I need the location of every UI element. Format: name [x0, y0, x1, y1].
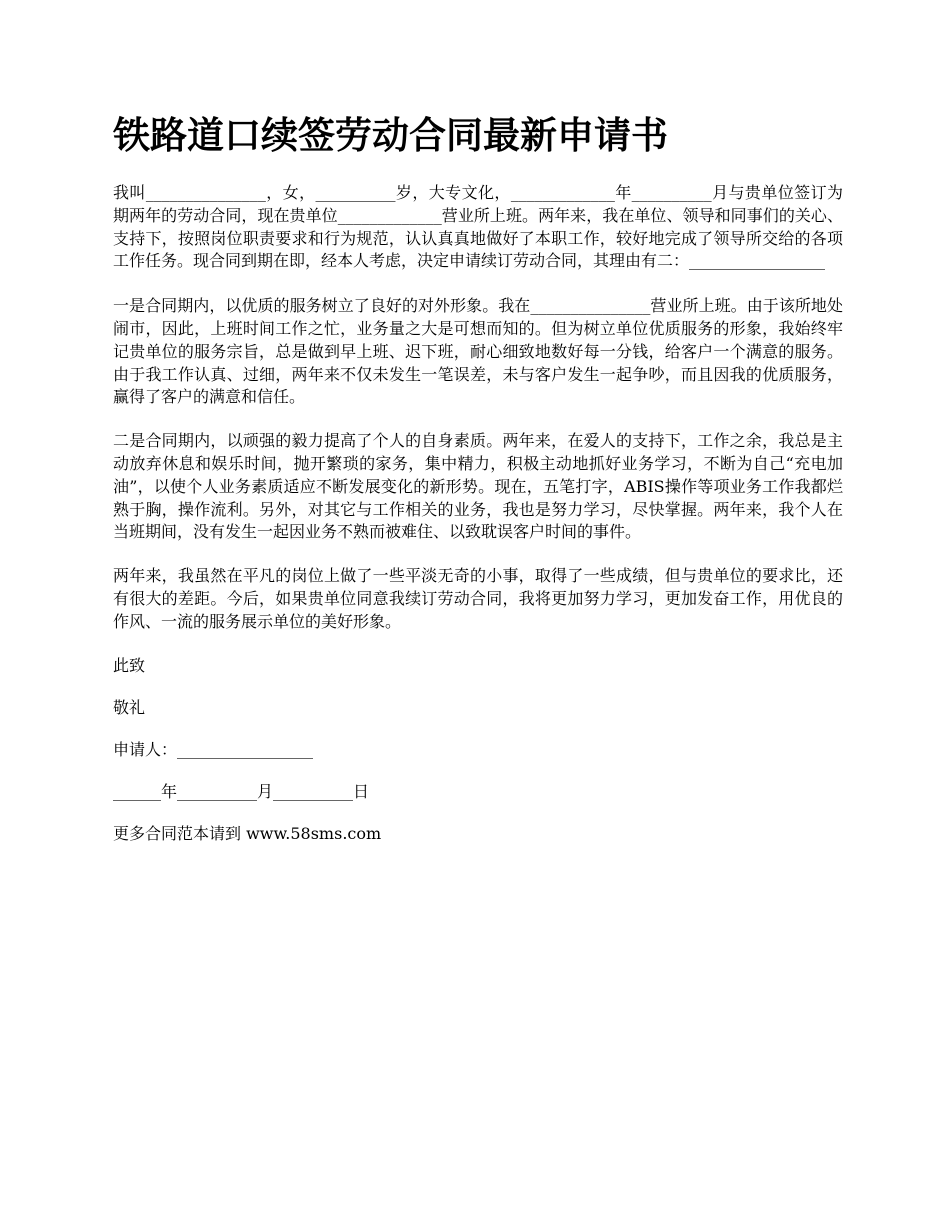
reason-one-paragraph: 一是合同期内，以优质的服务树立了良好的对外形象。我在_______________营业所上班。由于该所地处闹市，因此，上班时间工作之忙，业务量之大是可想而知的。但为树立单位优质服务的形象，我始终牢记贵单位的服务宗旨，总是做到早上班、迟下班，耐心细致地数好每一分钱，给客户一个满意的服务。由于我工作认真、过细，两年来不仅未发生一笔误差，未与客户发生一起争吵，而且因我的优质服务，赢得了客户的满意和信任。 [113, 296, 843, 407]
closing-salutation: 此致 [113, 655, 146, 675]
footer-link-text: 更多合同范本请到 www.58sms.com [113, 823, 382, 843]
intro-paragraph: 我叫_______________，女，__________岁，大专文化，_____________年__________月与贵单位签订为期两年的劳动合同，现在贵单位_____________营业所上班。两年来，我在单位、领导和同事们的关心、支持下，按照岗位职责要求和行为规范，认认真真地做好了本职工作，较好地完成了领导所交给的各项工作任务。现合同到期在即，经本人考虑，决定申请续订劳动合同，其理由有二：_________________ [113, 183, 843, 271]
closing-regards: 敬礼 [113, 697, 146, 717]
document-title: 铁路道口续签劳动合同最新申请书 [113, 114, 668, 157]
applicant-signature-line: 申请人：_________________ [113, 739, 314, 759]
document-page [113, 110, 843, 865]
date-line: ______年__________月__________日 [113, 781, 370, 801]
reason-two-paragraph: 二是合同期内，以顽强的毅力提高了个人的自身素质。两年来，在爱人的支持下，工作之余，我总是主动放弃休息和娱乐时间，抛开繁琐的家务，集中精力，积极主动地抓好业务学习，不断为自己“充电加油”，以使个人业务素质适应不断发展变化的新形势。现在，五笔打字，ABIS操作等项业务工作我都烂熟于胸，操作流利。另外，对其它与工作相关的业务，我也是努力学习，尽快掌握。两年来，我个人在当班期间，没有发生一起因业务不熟而被难住、以致耽误客户时间的事件。 [113, 431, 843, 542]
conclusion-paragraph: 两年来，我虽然在平凡的岗位上做了一些平淡无奇的小事，取得了一些成绩，但与贵单位的要求比，还有很大的差距。今后，如果贵单位同意我续订劳动合同，我将更加努力学习，更加发奋工作，用优良的作风、一流的服务展示单位的美好形象。 [113, 566, 843, 631]
